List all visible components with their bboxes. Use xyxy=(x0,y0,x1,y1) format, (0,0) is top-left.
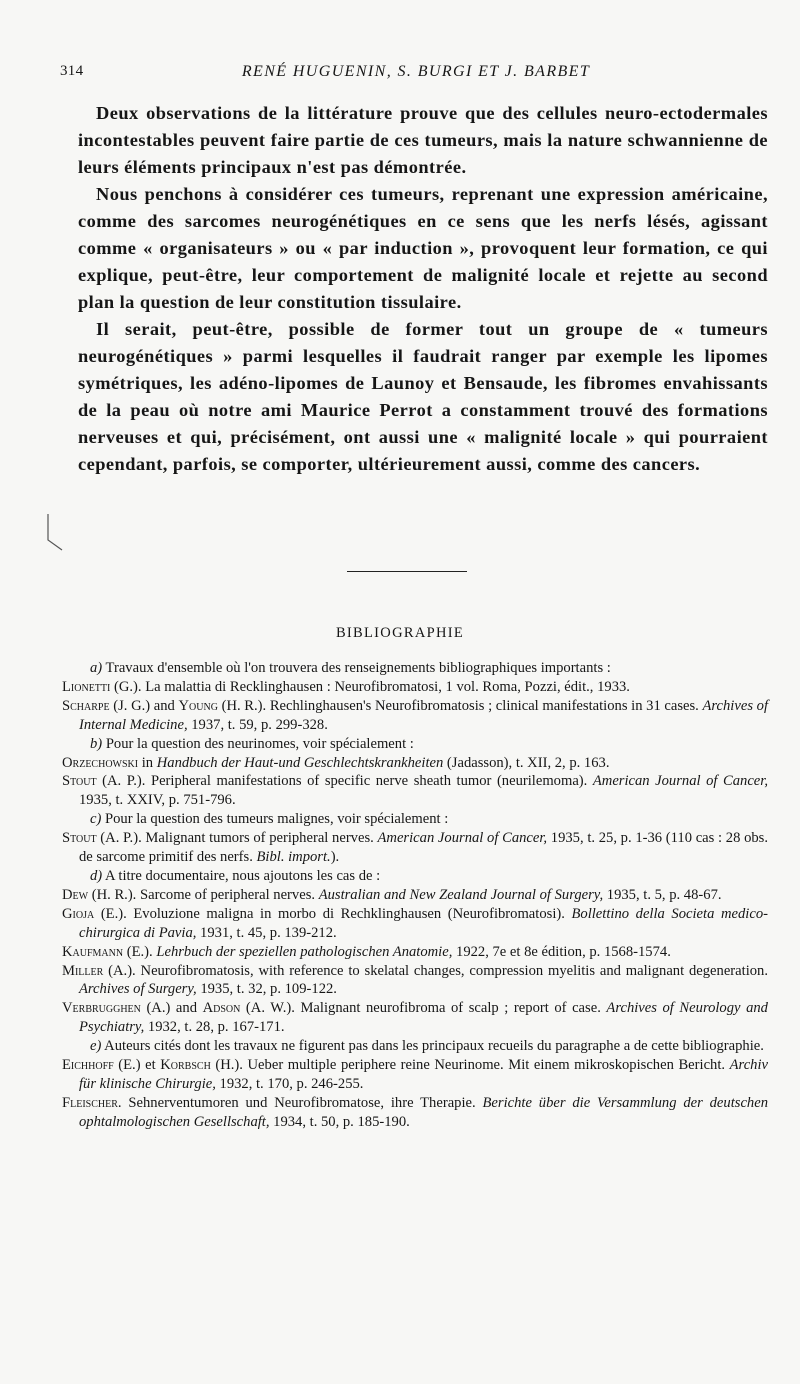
subsection-letter: a) xyxy=(90,660,103,676)
reference-author: Orzechowski xyxy=(62,754,139,771)
bibliography-subsection-a xyxy=(62,659,768,678)
paragraph-3: Il serait, peut-être, possible de former tout un groupe de « tumeurs neurogénétiques » parmi lesquelles il faudrait ranger par exemple les lipomes symétriques, les adéno-lipomes de Launoy et Bensaude, les fibromes envahissants de la peau où notre ami Maurice Perrot a constamment trouvé des formations nerveuses et qui, précisément, ont aussi une « malignité locale » qui pourraient cependant, parfois, se comporter, ultérieurement aussi, comme des cancers. xyxy=(78,319,768,474)
reference-author: Dew xyxy=(62,886,89,903)
reference-journal: Handbuch der Haut-und Geschlechtskrankheiten xyxy=(156,754,444,771)
reference-entry xyxy=(62,943,768,962)
reference-text: 1937, t. 59, p. 299-328. xyxy=(187,716,328,733)
reference-entry xyxy=(62,905,768,943)
subsection-intro: Travaux d'ensemble où l'on trouvera des renseignements bibliographiques importants : xyxy=(102,660,611,676)
reference-text: (H. R.). Rechlinghausen's Neurofibromatosis ; clinical manifestations in 31 cases. xyxy=(217,697,703,714)
body-text xyxy=(78,100,768,478)
reference-text: 1934, t. 50, p. 185-190. xyxy=(269,1113,410,1130)
reference-text: 1932, t. 170, p. 246-255. xyxy=(215,1075,364,1092)
bibliography-subsection-d xyxy=(62,867,768,886)
reference-author: Stout xyxy=(62,830,97,847)
reference-author: Gioja xyxy=(62,905,95,922)
reference-author: Korbsch xyxy=(160,1057,211,1074)
reference-journal: Archives of Surgery, xyxy=(79,981,197,998)
pencil-bracket-mark xyxy=(40,510,80,552)
reference-text: (E.). Evoluzione maligna in morbo di Rechklinghausen (Neurofibromatosi). xyxy=(94,905,572,922)
subsection-letter: c) xyxy=(90,811,102,828)
reference-text: (A. P.). Peripheral manifestations of specific nerve sheath tumor (neurilemoma). xyxy=(96,773,593,790)
reference-text: (A.) and xyxy=(140,1000,203,1017)
reference-entry xyxy=(62,962,768,1000)
reference-journal: Archives of Neurology and Psychiatry, xyxy=(79,1000,768,1036)
reference-text: 1935, t. XXIV, p. 751-796. xyxy=(79,792,236,809)
reference-text: . Sehnerventumoren und Neurofibromatose, ihre Therapie. xyxy=(117,1094,483,1111)
reference-text: 1935, t. 25, p. 1-36 (110 cas : 28 obs. de sarcome primitif des nerfs. xyxy=(79,830,768,866)
reference-author: Fleischer xyxy=(62,1094,118,1111)
running-title: RENÉ HUGUENIN, S. BURGI ET J. BARBET xyxy=(241,63,591,80)
reference-entry xyxy=(62,697,768,735)
reference-entry xyxy=(62,754,768,773)
reference-journal: Lehrbuch der speziellen pathologischen Anatomie, xyxy=(156,943,453,960)
reference-entry xyxy=(62,772,768,810)
reference-entry xyxy=(62,999,768,1037)
subsection-letter: d) xyxy=(90,867,103,884)
reference-author: Stout xyxy=(62,773,97,790)
reference-author: Kaufmann xyxy=(62,943,124,960)
reference-entry xyxy=(62,829,768,867)
reference-text: in xyxy=(138,754,157,771)
bibliography-subsection-c xyxy=(62,810,768,829)
reference-text: (Jadasson), t. XII, 2, p. 163. xyxy=(443,754,610,771)
page-number: 314 xyxy=(60,63,84,79)
reference-entry xyxy=(62,678,768,697)
reference-journal: Archives of Internal Medicine, xyxy=(79,697,769,733)
reference-text: (A. W.). Malignant neurofibroma of scalp ; report of case. xyxy=(240,1000,607,1017)
reference-author: Eichhoff xyxy=(62,1057,114,1074)
subsection-letter: b) xyxy=(90,735,103,752)
reference-journal: Berichte über die Versammlung der deutschen ophtalmologischen Gesellschaft, xyxy=(79,1094,768,1130)
reference-text: 1922, 7e et 8e édition, p. 1568-1574. xyxy=(452,943,671,960)
bibliography-subsection-b xyxy=(62,735,768,754)
bibliography xyxy=(62,659,768,1132)
reference-entry xyxy=(62,1094,768,1132)
bibliography-subsection-e xyxy=(62,1037,768,1056)
reference-text: (H.). Ueber multiple periphere reine Neurinome. Mit einem mikroskopischen Bericht. xyxy=(210,1057,730,1074)
reference-text: (E.) et xyxy=(113,1057,161,1074)
reference-journal: American Journal of Cancer, xyxy=(592,773,768,790)
running-header xyxy=(60,63,772,87)
reference-author: Young xyxy=(178,697,218,714)
reference-text: 1935, t. 5, p. 48-67. xyxy=(603,886,722,903)
reference-journal: Australian and New Zealand Journal of Surgery, xyxy=(318,886,604,903)
reference-text: (J. G.) and xyxy=(109,697,179,714)
section-rule xyxy=(347,571,467,572)
reference-text: 1935, t. 32, p. 109-122. xyxy=(196,981,337,998)
reference-text: ). xyxy=(330,849,340,866)
reference-text: (A. P.). Malignant tumors of peripheral nerves. xyxy=(96,830,378,847)
reference-text: (H. R.). Sarcome of peripheral nerves. xyxy=(88,886,319,903)
reference-author: Scharpe xyxy=(62,697,110,714)
bibliography-title: BIBLIOGRAPHIE xyxy=(335,625,465,641)
subsection-intro: Auteurs cités dont les travaux ne figurent pas dans les principaux recueils du paragraphe a de cette bibliographie. xyxy=(101,1038,764,1055)
reference-journal: American Journal of Cancer, xyxy=(377,830,548,847)
reference-entry xyxy=(62,886,768,905)
reference-text: (G.). La malattia di Recklinghausen : Neurofibromatosi, 1 vol. Roma, Pozzi, édit., 1933. xyxy=(110,678,630,695)
subsection-intro: Pour la question des neurinomes, voir spécialement : xyxy=(102,735,414,752)
reference-text: 1931, t. 45, p. 139-212. xyxy=(196,924,337,941)
reference-journal: Bollettino della Societa medico-chirurgica di Pavia, xyxy=(79,905,768,941)
reference-journal: Bibl. import. xyxy=(256,849,331,866)
subsection-intro: Pour la question des tumeurs malignes, voir spécialement : xyxy=(101,811,449,828)
subsection-letter: e) xyxy=(90,1038,102,1055)
reference-journal: Archiv für klinische Chirurgie, xyxy=(79,1057,768,1092)
paragraph-1: Deux observations de la littérature prouve que des cellules neuro-ectodermales incontestables peuvent faire partie de ces tumeurs, mais la nature schwannienne de leurs éléments principaux n'est pas démontrée. xyxy=(78,103,768,177)
reference-text: (E.). xyxy=(123,943,157,960)
subsection-intro: A titre documentaire, nous ajoutons les cas de : xyxy=(102,867,381,884)
reference-text: 1932, t. 28, p. 167-171. xyxy=(144,1019,285,1036)
reference-author: Adson xyxy=(202,1000,241,1017)
reference-author: Miller xyxy=(62,962,104,979)
paragraph-2: Nous penchons à considérer ces tumeurs, reprenant une expression américaine, comme des sarcomes neurogénétiques en ce sens que les nerfs lésés, agissant comme « organisateurs » ou « par induction », provoquent leur formation, ce qui explique, peut-être, leur comportement de malignité locale et rejette au second plan la question de leur constitution tissulaire. xyxy=(78,184,768,312)
reference-text: (A.). Neurofibromatosis, with reference to skelatal changes, compression myelitis and malignant degeneration. xyxy=(103,962,768,979)
reference-author: Verbrugghen xyxy=(62,1000,141,1017)
reference-entry xyxy=(62,1056,768,1094)
reference-author: Lionetti xyxy=(62,678,111,695)
